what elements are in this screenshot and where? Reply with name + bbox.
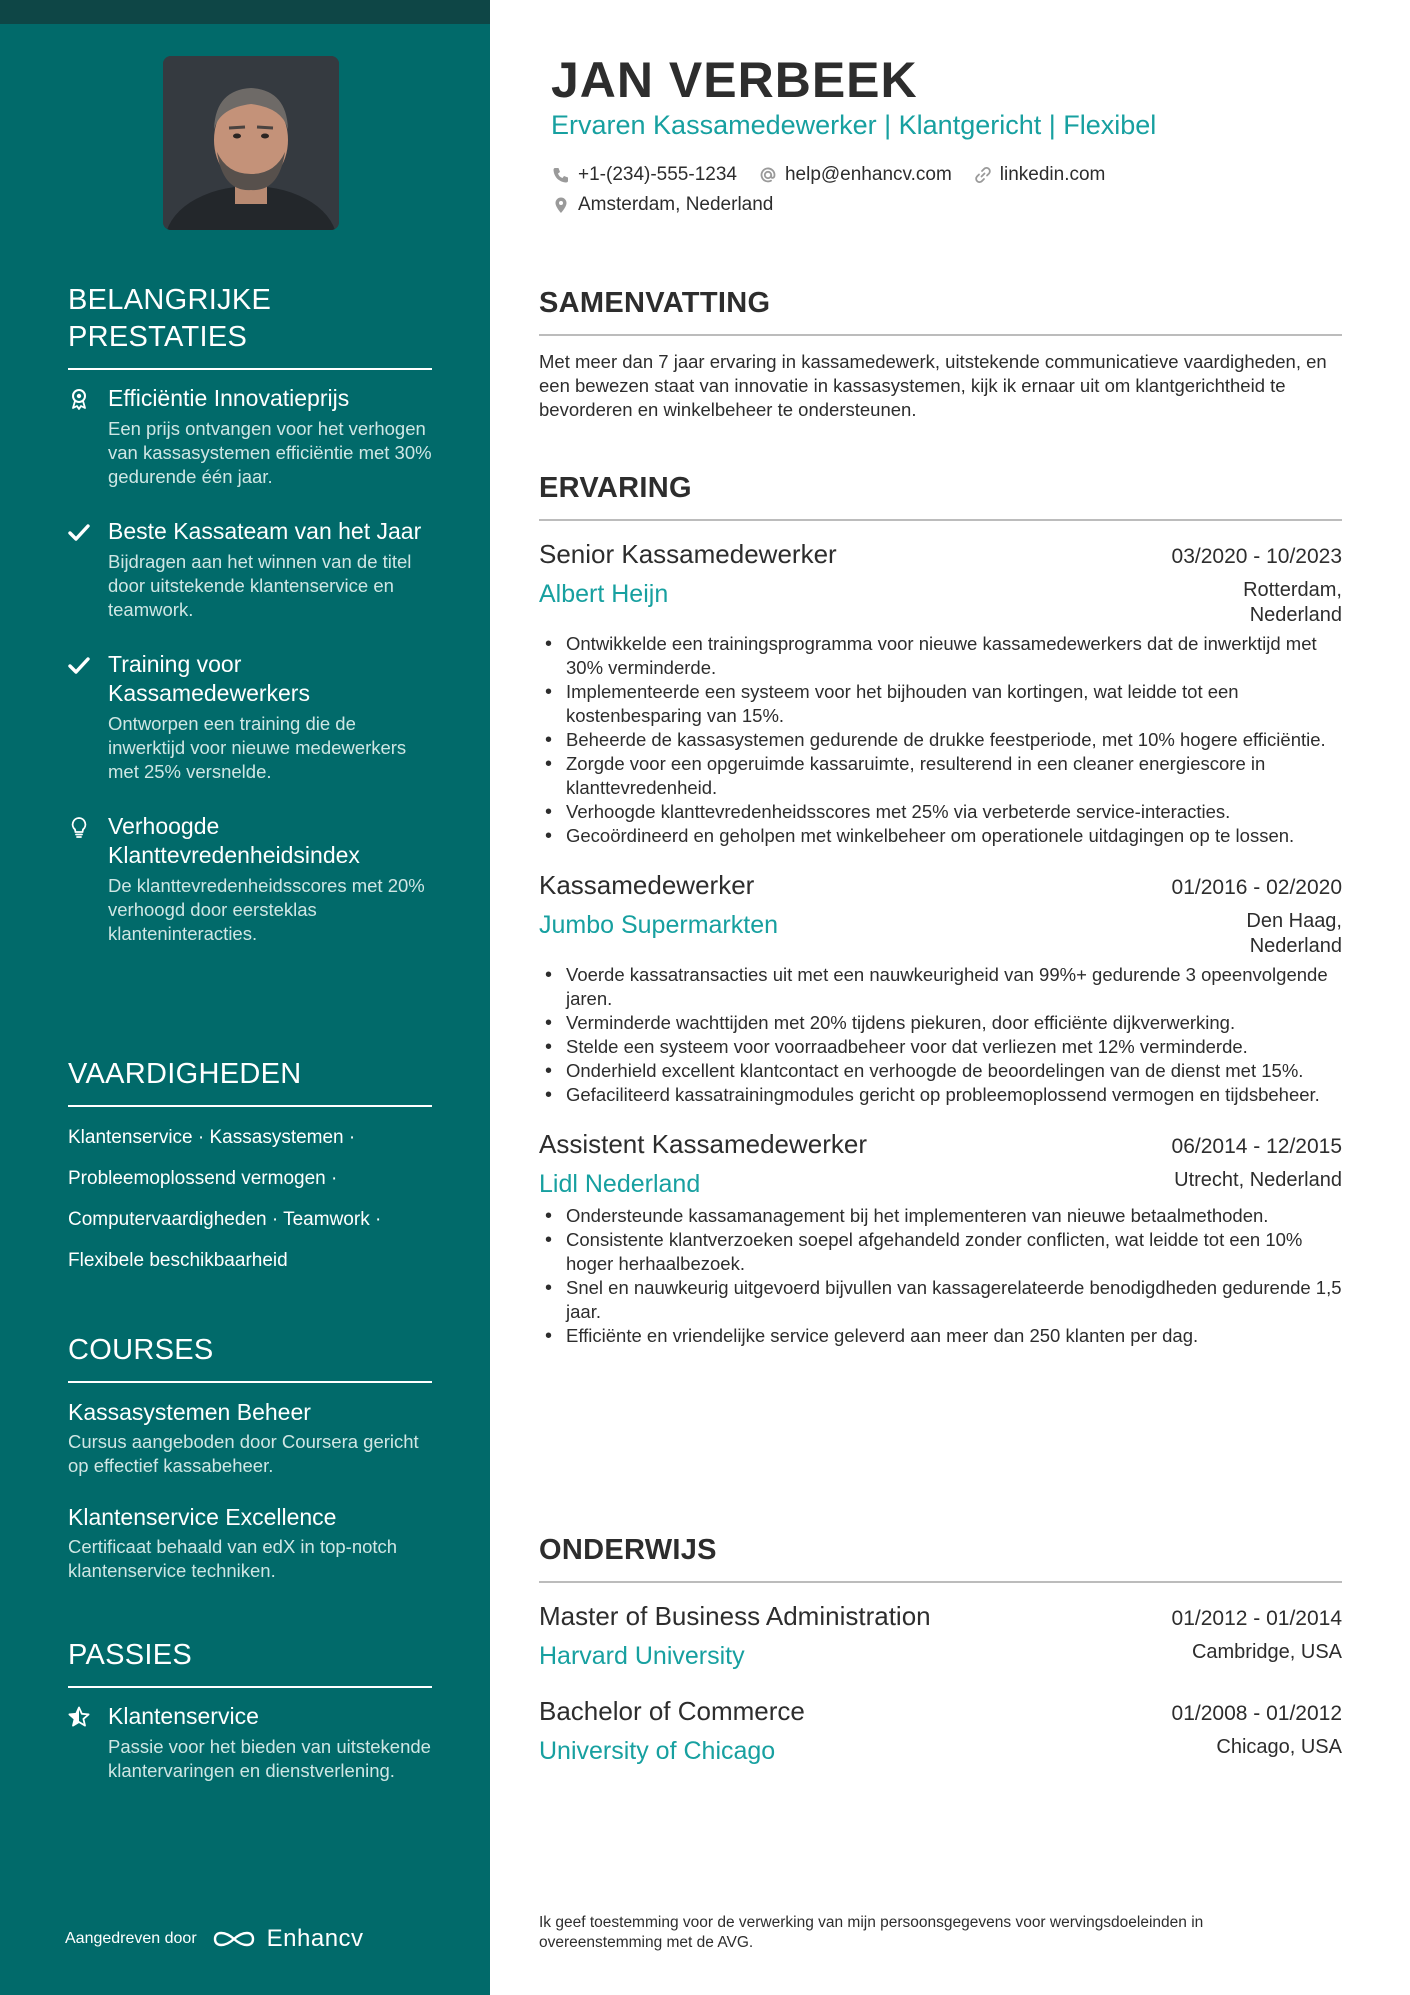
passions-section xyxy=(68,1637,432,1783)
job-bullet: • Consistente klantverzoeken soepel afgehandeld zonder conflicten, wat leidde tot een 10% hoger herhaalbezoek. xyxy=(539,1228,1342,1276)
job-entry xyxy=(539,868,1342,1107)
job-entry xyxy=(539,537,1342,848)
job-bullet: • Ondersteunde kassamanagement bij het implementeren van nieuwe betaalmethoden. xyxy=(539,1204,1342,1228)
sidebar xyxy=(0,0,490,1995)
education-degree: Bachelor of Commerce xyxy=(539,1696,805,1726)
job-role: Kassamedewerker xyxy=(539,870,755,900)
phone-text: +1-(234)-555-1234 xyxy=(578,164,737,185)
summary-text: Met meer dan 7 jaar ervaring in kassamedewerk, uitstekende communicatieve vaardigheden, en een bewezen staat van innovatie in kassasystemen, kijk ik ernaar uit om klantgerichtheid te bevorderen en winkelbeheer te ondersteunen. xyxy=(539,351,1327,420)
job-bullet: • Verhoogde klanttevredenheidsscores met 25% via verbeterde service-interacties. xyxy=(539,800,1342,824)
achievements-title: BELANGRIJKE PRESTATIES xyxy=(68,282,432,370)
achievements-section xyxy=(68,282,432,946)
achievement-description: Ontworpen een training die de inwerktijd voor nieuwe medewerkers met 25% versnelde. xyxy=(108,713,407,782)
enhancv-wordmark: Enhancv xyxy=(266,1925,364,1952)
powered-by-label: Aangedreven door xyxy=(65,1930,197,1947)
job-bullet: • Voerde kassatransacties uit met een nauwkeurigheid van 99%+ gedurende 3 opeenvolgende jaren. xyxy=(539,963,1342,1011)
job-bullet: • Efficiënte en vriendelijke service geleverd aan meer dan 250 klanten per dag. xyxy=(539,1324,1342,1348)
education-dates: 01/2012 - 01/2014 xyxy=(1171,1607,1342,1630)
profile-photo xyxy=(163,56,339,230)
courses-section xyxy=(68,1332,432,1583)
achievement-description: Bijdragen aan het winnen van de titel door uitstekende klantenservice en teamwork. xyxy=(108,551,412,620)
profile-portrait-image xyxy=(163,56,339,230)
job-bullet: • Zorgde voor een opgeruimde kassaruimte, resulterend in een cleaner energiescore in klanttevredenheid. xyxy=(539,752,1342,800)
job-bullet: • Verminderde wachttijden met 20% tijdens piekuren, door efficiënte dijkverwerking. xyxy=(539,1011,1342,1035)
course-description: Certificaat behaald van edX in top-notch klantenservice techniken. xyxy=(68,1536,398,1581)
skill-line: Flexibele beschikbaarheid xyxy=(68,1250,288,1271)
passions-title: PASSIES xyxy=(68,1637,432,1688)
job-dates: 03/2020 - 10/2023 xyxy=(1171,545,1342,568)
passion-item xyxy=(68,1702,432,1783)
phone-icon xyxy=(552,166,570,184)
lightbulb-icon xyxy=(68,816,90,838)
skill-line: Computervaardigheden · Teamwork · xyxy=(68,1209,382,1230)
job-bullet: • Gecoördineerd en geholpen met winkelbeheer om operationele uitdagingen op te lossen. xyxy=(539,824,1342,848)
education-location: Chicago, USA xyxy=(1216,1736,1342,1758)
job-dates: 06/2014 - 12/2015 xyxy=(1171,1135,1342,1158)
job-location: Den Haag, Nederland xyxy=(1246,910,1342,957)
candidate-headline: Ervaren Kassamedewerker | Klantgericht | Flexibel xyxy=(551,110,1157,140)
courses-title: COURSES xyxy=(68,1332,432,1383)
education-section xyxy=(539,1532,1342,1767)
achievement-item xyxy=(68,384,432,489)
course-item xyxy=(68,1397,432,1478)
at-sign-icon xyxy=(759,166,777,184)
contact-info xyxy=(552,160,1332,220)
skills-section xyxy=(68,1056,432,1281)
check-icon xyxy=(68,654,90,676)
achievement-item xyxy=(68,812,432,946)
linkedin-text: linkedin.com xyxy=(999,164,1106,185)
link-icon xyxy=(974,166,992,184)
passion-description: Passie voor het bieden van uitstekende klantervaringen en dienstverlening. xyxy=(108,1736,431,1781)
job-company: Lidl Nederland xyxy=(539,1170,701,1198)
contact-email[interactable] xyxy=(759,164,952,186)
candidate-name: JAN VERBEEK xyxy=(551,52,918,108)
location-text: Amsterdam, Nederland xyxy=(578,194,774,215)
job-role: Assistent Kassamedewerker xyxy=(539,1129,868,1159)
achievement-item xyxy=(68,650,432,784)
job-bullet: • Gefaciliteerd kassatrainingmodules gericht op probleemoplossend vermogen en tijdsbeheer. xyxy=(539,1083,1342,1107)
email-text: help@enhancv.com xyxy=(784,164,952,185)
skills-title: VAARDIGHEDEN xyxy=(68,1056,432,1107)
skills-list xyxy=(68,1117,432,1281)
education-dates: 01/2008 - 01/2012 xyxy=(1171,1702,1342,1725)
job-bullets xyxy=(539,963,1342,1107)
star-icon xyxy=(68,1706,90,1728)
education-school: Harvard University xyxy=(539,1642,745,1670)
job-location: Rotterdam, Nederland xyxy=(1243,579,1342,626)
job-bullet: • Stelde een systeem voor voorraadbeheer voor dat verliezen met 12% verminderde. xyxy=(539,1035,1342,1059)
job-dates: 01/2016 - 02/2020 xyxy=(1171,876,1342,899)
job-bullet: • Onderhield excellent klantcontact en verhoogde de beoordelingen van de dienst met 15%. xyxy=(539,1059,1342,1083)
location-pin-icon xyxy=(552,196,570,214)
job-role: Senior Kassamedewerker xyxy=(539,539,837,569)
education-school: University of Chicago xyxy=(539,1737,776,1765)
job-location: Utrecht, Nederland xyxy=(1174,1169,1342,1191)
sidebar-top-bar xyxy=(0,0,490,24)
education-entry xyxy=(539,1599,1342,1672)
achievement-description: Een prijs ontvangen voor het verhogen van kassasystemen efficiëntie met 30% gedurende één jaar. xyxy=(108,418,432,487)
job-bullet: • Implementeerde een systeem voor het bijhouden van kortingen, wat leidde tot een kostenbesparing van 15%. xyxy=(539,680,1342,728)
course-description: Cursus aangeboden door Coursera gericht op effectief kassabeheer. xyxy=(68,1431,419,1476)
gdpr-consent-text: Ik geef toestemming voor de verwerking van mijn persoonsgegevens voor wervingsdoeleinden in overeenstemming met de AVG. xyxy=(539,1914,1204,1951)
award-icon xyxy=(68,388,90,410)
contact-phone[interactable] xyxy=(552,164,737,186)
education-entry xyxy=(539,1694,1342,1767)
main-content xyxy=(490,0,1410,1995)
check-icon xyxy=(68,521,90,543)
achievement-title: Beste Kassateam van het Jaar xyxy=(108,518,422,544)
job-bullet: • Beheerde de kassasystemen gedurende de drukke feestperiode, met 10% hogere efficiëntie. xyxy=(539,728,1342,752)
achievement-title: Efficiëntie Innovatieprijs xyxy=(108,385,350,411)
achievement-description: De klanttevredenheidsscores met 20% verhoogd door eersteklas klanteninteracties. xyxy=(108,875,425,944)
skill-line: Probleemoplossend vermogen · xyxy=(68,1168,338,1189)
experience-section xyxy=(539,470,1342,1348)
enhancv-logo[interactable] xyxy=(211,1925,364,1953)
job-bullet: • Ontwikkelde een trainingsprogramma voor nieuwe kassamedewerkers dat de inwerktijd met 30% verminderde. xyxy=(539,632,1342,680)
course-item xyxy=(68,1502,432,1583)
education-title: ONDERWIJS xyxy=(539,1532,1342,1583)
achievement-title: Verhoogde Klanttevredenheidsindex xyxy=(108,813,360,868)
job-company: Albert Heijn xyxy=(539,580,669,608)
job-entry xyxy=(539,1127,1342,1348)
contact-linkedin[interactable] xyxy=(974,164,1106,186)
summary-section xyxy=(539,285,1342,422)
powered-by xyxy=(65,1925,364,1953)
job-bullets xyxy=(539,1204,1342,1348)
enhancv-logo-icon xyxy=(211,1926,257,1952)
contact-location xyxy=(552,194,773,216)
course-title: Kassasystemen Beheer xyxy=(68,1399,311,1425)
education-location: Cambridge, USA xyxy=(1191,1641,1342,1663)
education-degree: Master of Business Administration xyxy=(539,1601,931,1631)
skill-line: Klantenservice · Kassasystemen · xyxy=(68,1127,356,1148)
experience-title: ERVARING xyxy=(539,470,1342,521)
achievement-title: Training voor Kassamedewerkers xyxy=(108,651,310,706)
summary-title: SAMENVATTING xyxy=(539,285,1342,336)
passion-title: Klantenservice xyxy=(108,1703,259,1729)
job-company: Jumbo Supermarkten xyxy=(539,911,779,939)
achievement-item xyxy=(68,517,432,622)
job-bullet: • Snel en nauwkeurig uitgevoerd bijvullen van kassagerelateerde benodigdheden gedurende 1,5 jaar. xyxy=(539,1276,1342,1324)
course-title: Klantenservice Excellence xyxy=(68,1504,337,1530)
job-bullets xyxy=(539,632,1342,848)
